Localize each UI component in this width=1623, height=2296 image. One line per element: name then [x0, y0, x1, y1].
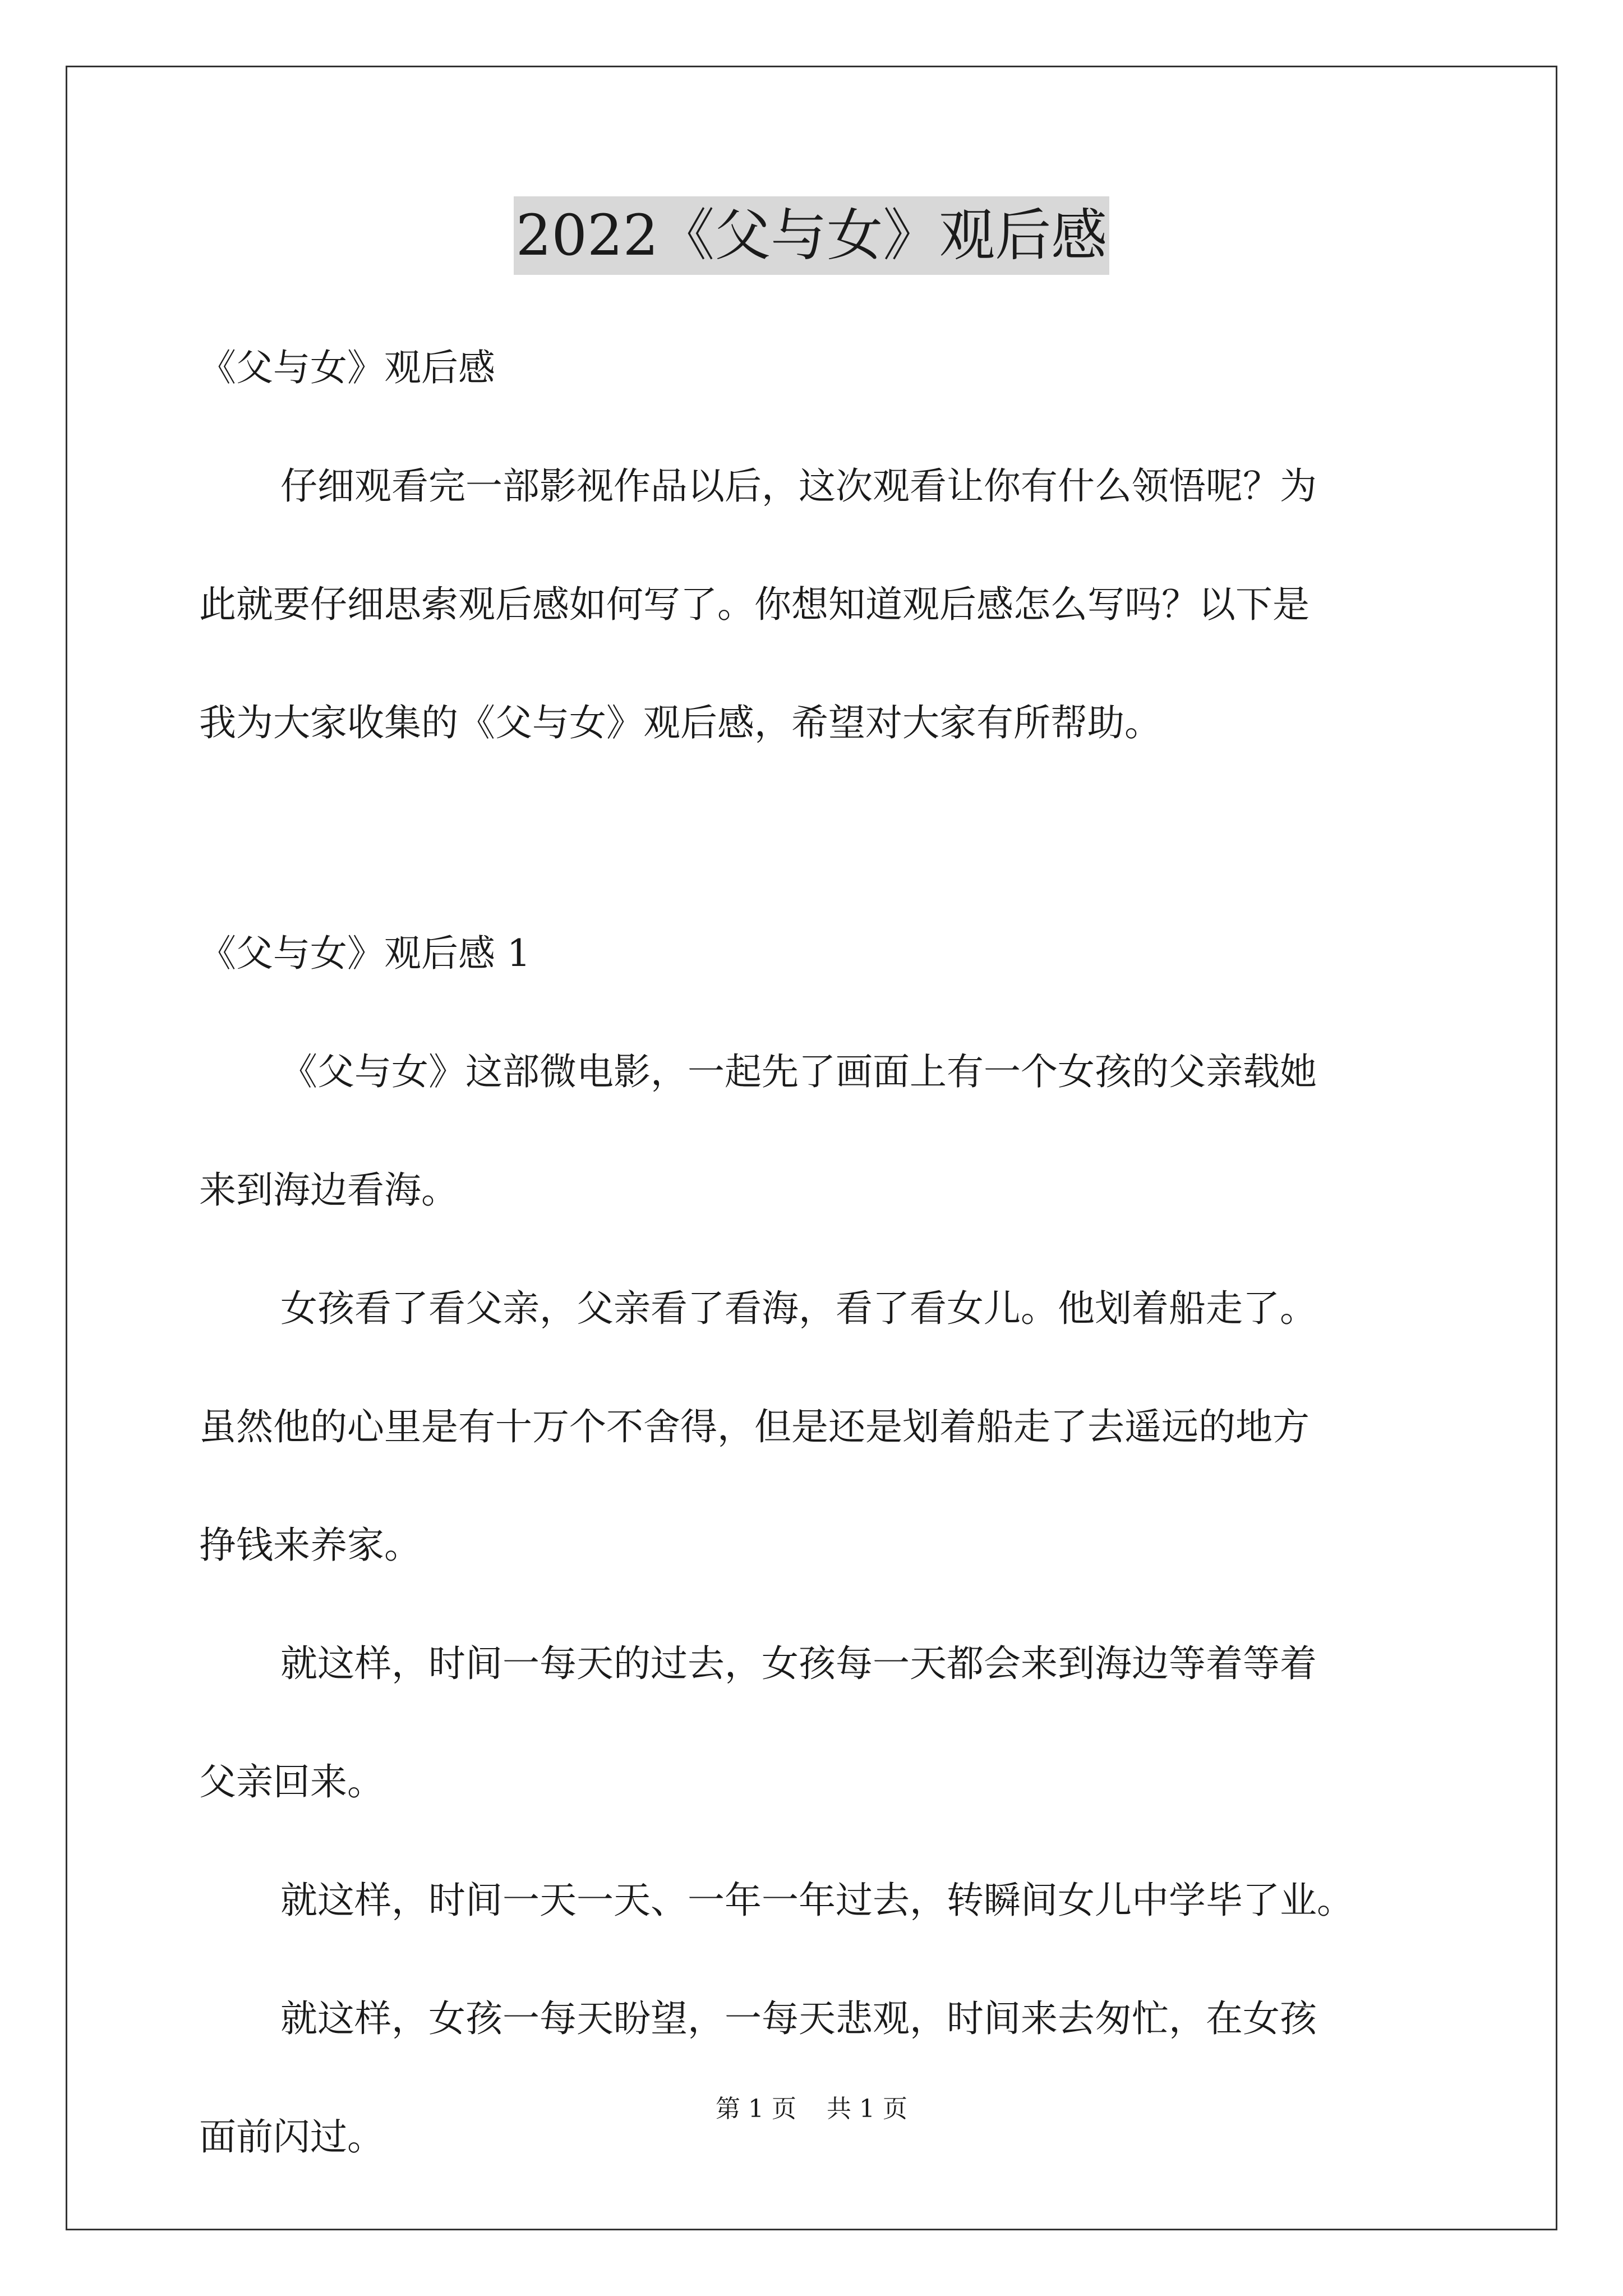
- title-wrap: [0, 196, 1623, 275]
- paragraph-2-line-1: 女孩看了看父亲，父亲看了看海，看了看女儿。他划着船走了。: [280, 1287, 1317, 1330]
- paragraph-5-line-2: 面前闪过。: [199, 2115, 384, 2159]
- paragraph-2-line-2: 虽然他的心里是有十万个不舍得，但是还是划着船走了去遥远的地方: [199, 1405, 1310, 1448]
- section-heading: 《父与女》观后感 1: [199, 932, 531, 975]
- paragraph-1-line-1: 《父与女》这部微电影，一起先了画面上有一个女孩的父亲载她: [280, 1050, 1317, 1093]
- paragraph-5-line-1: 就这样，女孩一每天盼望，一每天悲观，时间来去匆忙，在女孩: [280, 1997, 1317, 2040]
- document-body: [199, 309, 1433, 2196]
- document-title: 2022《父与女》观后感: [514, 196, 1110, 275]
- paragraph-2-line-3: 挣钱来养家。: [199, 1524, 421, 1567]
- page-number-total: 共 1 页: [827, 2095, 907, 2123]
- paragraph-3-line-2: 父亲回来。: [199, 1760, 384, 1803]
- paragraph-1-line-2: 来到海边看海。: [199, 1168, 458, 1212]
- paragraph-3-line-1: 就这样，时间一每天的过去，女孩每一天都会来到海边等着等着: [280, 1642, 1317, 1685]
- intro-line-1: 仔细观看完一部影视作品以后，这次观看让你有什么领悟呢？为: [280, 464, 1317, 508]
- section-gap: [199, 782, 1433, 894]
- paragraph-4-line-1: 就这样，时间一天一天、一年一年过去，转瞬间女儿中学毕了业。: [280, 1879, 1354, 1922]
- intro-line-3: 我为大家收集的《父与女》观后感，希望对大家有所帮助。: [199, 701, 1161, 744]
- page-footer: [0, 2092, 1623, 2126]
- intro-heading: 《父与女》观后感: [199, 346, 495, 389]
- intro-line-2: 此就要仔细思索观后感如何写了。你想知道观后感怎么写吗？以下是: [199, 583, 1310, 626]
- page-number-current: 第 1 页: [716, 2095, 796, 2123]
